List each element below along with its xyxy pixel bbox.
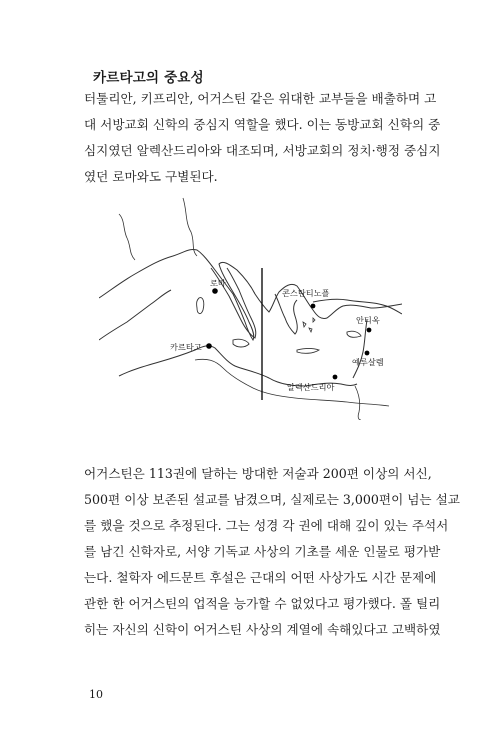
map-label-jerusalem: 예루살렘 [352, 357, 384, 367]
mediterranean-map [99, 190, 402, 420]
cyprus-island [347, 331, 361, 337]
paragraph-line: 는다. 철학자 에드문트 후설은 근대의 어떤 사상가도 시간 문제에 [84, 570, 437, 585]
iberia-coastline [99, 290, 171, 340]
asia-minor-coastline [313, 299, 402, 314]
crete-island [297, 349, 319, 354]
sicily-island [233, 339, 249, 347]
map-label-antioch: 안티옥 [356, 315, 380, 325]
paragraph-line: 터툴리안, 키프리안, 어거스틴 같은 위대한 교부들을 배출하며 고 [84, 91, 437, 106]
empire-boundary [119, 214, 135, 260]
levant-coastline [353, 320, 367, 378]
europe-coastline [99, 249, 402, 340]
paragraph-line: 500편 이상 보존된 설교를 남겼으며, 실제로는 3,000편이 넘는 설교 [84, 492, 460, 507]
rome-marker [212, 288, 218, 294]
map-label-constantinople: 콘스탄티노플 [282, 288, 330, 298]
map-label-alexandria: 알렉산드리아 [287, 382, 335, 392]
body-paragraph [84, 461, 460, 643]
map-label-carthage: 카르타고 [170, 342, 202, 352]
jerusalem-marker [365, 351, 370, 356]
map-label-rome: 로마 [210, 278, 226, 288]
map-figure [99, 190, 402, 420]
paragraph-line: 어거스틴은 113권에 달하는 방대한 저술과 200편 이상의 서신, [84, 466, 432, 481]
section-heading: 카르타고의 중요성 [93, 70, 204, 86]
constantinople-marker [311, 304, 316, 309]
paragraph-line: 를 남긴 신학자로, 서양 기독교 사상의 기초를 세운 인물로 평가받 [84, 544, 441, 559]
paragraph-line: 심지였던 알렉산드리아와 대조되며, 서방교회의 정치·행정 중심지 [84, 143, 441, 158]
carthage-marker [206, 343, 212, 349]
page-number: 10 [89, 688, 103, 701]
paragraph-line: 히는 자신의 신학이 어거스틴 사상의 계열에 속해있다고 고백하였 [84, 622, 441, 637]
sardinia-island [197, 298, 204, 314]
paragraph-line: 였던 로마와도 구별된다. [84, 169, 218, 184]
alexandria-marker [333, 375, 338, 380]
intro-paragraph [84, 86, 441, 190]
paragraph-line: 를 했을 것으로 추정된다. 그는 성경 각 권에 대해 깊이 있는 주석서 [84, 518, 449, 533]
greece-coastline [275, 294, 297, 334]
antioch-marker [367, 328, 372, 333]
aegean-islands [303, 318, 315, 332]
empire-boundary [183, 198, 197, 256]
paragraph-line: 관한 한 어거스틴의 업적을 능가할 수 없었다고 평가했다. 폴 틸리 [84, 596, 441, 611]
paragraph-line: 대 서방교회 신학의 중심지 역할을 했다. 이는 동방교회 신학의 중 [84, 117, 441, 132]
